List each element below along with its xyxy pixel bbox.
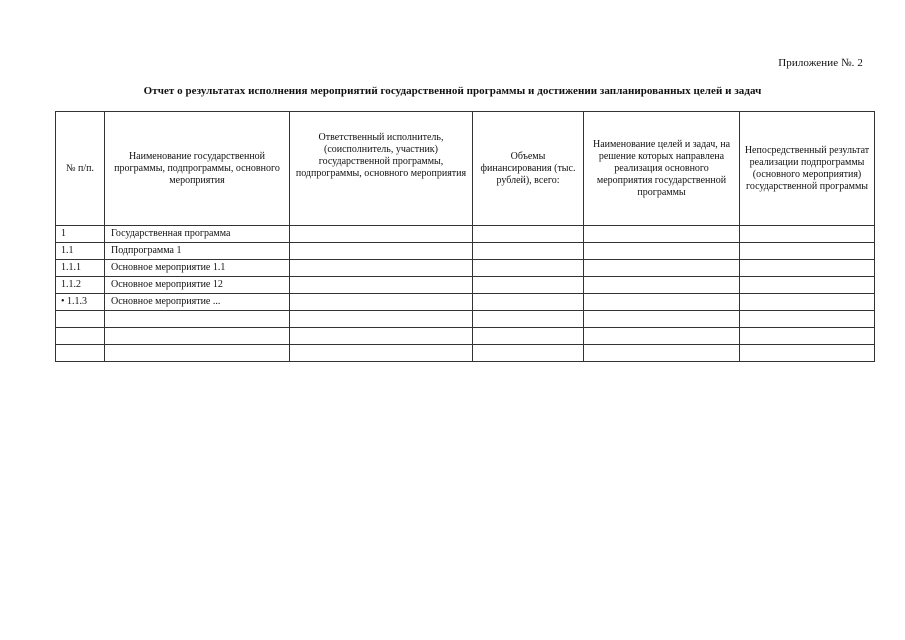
- row-number-cell: 1.1.1: [56, 260, 105, 277]
- row-responsible-cell: [290, 345, 473, 362]
- row-result-cell: [740, 345, 875, 362]
- row-responsible-cell: [290, 311, 473, 328]
- row-funding-cell: [473, 277, 584, 294]
- row-responsible-cell: [290, 277, 473, 294]
- row-name-cell: Государственная программа: [105, 226, 290, 243]
- row-goals-cell: [584, 260, 740, 277]
- report-title: Отчет о результатах исполнения мероприятий государственной программы и достижении запланированных целей и задач: [143, 85, 762, 97]
- row-number-cell: [56, 328, 105, 345]
- row-result-cell: [740, 277, 875, 294]
- row-number-cell: 1.1: [56, 243, 105, 260]
- table-row: [56, 328, 875, 345]
- row-goals-cell: [584, 243, 740, 260]
- row-responsible-cell: [290, 243, 473, 260]
- row-result-cell: [740, 328, 875, 345]
- row-goals-cell: [584, 328, 740, 345]
- row-goals-cell: [584, 311, 740, 328]
- row-result-cell: [740, 294, 875, 311]
- header-goals-and-tasks: Наименование целей и задач, на решение которых направлена реализация основного мероприятия государственной программы: [584, 112, 740, 226]
- row-funding-cell: [473, 294, 584, 311]
- row-result-cell: [740, 260, 875, 277]
- header-number: № п/п.: [56, 112, 105, 226]
- table-row: [56, 243, 875, 260]
- row-number-cell: [56, 345, 105, 362]
- row-name-cell: [105, 345, 290, 362]
- header-direct-result: Непосредственный результат реализации подпрограммы (основного мероприятия) государственной программы: [740, 112, 875, 226]
- report-table-body: [56, 226, 875, 362]
- row-funding-cell: [473, 243, 584, 260]
- header-program-name: Наименование государственной программы, подпрограммы, основного мероприятия: [105, 112, 290, 226]
- row-funding-cell: [473, 328, 584, 345]
- row-responsible-cell: [290, 328, 473, 345]
- header-responsible-executor: Ответственный исполнитель, (соисполнитель, участник) государственной программы, подпрограммы, основного мероприятия: [290, 112, 473, 226]
- row-goals-cell: [584, 277, 740, 294]
- row-goals-cell: [584, 226, 740, 243]
- appendix-label: Приложение №. 2: [778, 57, 863, 69]
- row-result-cell: [740, 226, 875, 243]
- row-number-cell: [56, 311, 105, 328]
- row-name-cell: Основное мероприятие ...: [105, 294, 290, 311]
- row-responsible-cell: [290, 294, 473, 311]
- row-result-cell: [740, 243, 875, 260]
- row-name-cell: [105, 328, 290, 345]
- table-row: [56, 277, 875, 294]
- row-number-cell: • 1.1.3: [56, 294, 105, 311]
- table-row: [56, 311, 875, 328]
- table-row: [56, 294, 875, 311]
- row-funding-cell: [473, 260, 584, 277]
- row-result-cell: [740, 311, 875, 328]
- row-goals-cell: [584, 294, 740, 311]
- row-funding-cell: [473, 311, 584, 328]
- row-responsible-cell: [290, 226, 473, 243]
- report-table: [55, 111, 875, 362]
- table-row: [56, 260, 875, 277]
- row-name-cell: [105, 311, 290, 328]
- row-funding-cell: [473, 345, 584, 362]
- header-funding-volume: Объемы финансирования (тыс. рублей), всего:: [473, 112, 584, 226]
- row-responsible-cell: [290, 260, 473, 277]
- table-row: [56, 345, 875, 362]
- row-number-cell: 1: [56, 226, 105, 243]
- row-name-cell: Основное мероприятие 1.1: [105, 260, 290, 277]
- table-row: [56, 226, 875, 243]
- row-goals-cell: [584, 345, 740, 362]
- row-funding-cell: [473, 226, 584, 243]
- row-name-cell: Подпрограмма 1: [105, 243, 290, 260]
- row-name-cell: Основное мероприятие 12: [105, 277, 290, 294]
- report-table-head: [56, 112, 875, 226]
- row-number-cell: 1.1.2: [56, 277, 105, 294]
- header-row: [56, 112, 875, 226]
